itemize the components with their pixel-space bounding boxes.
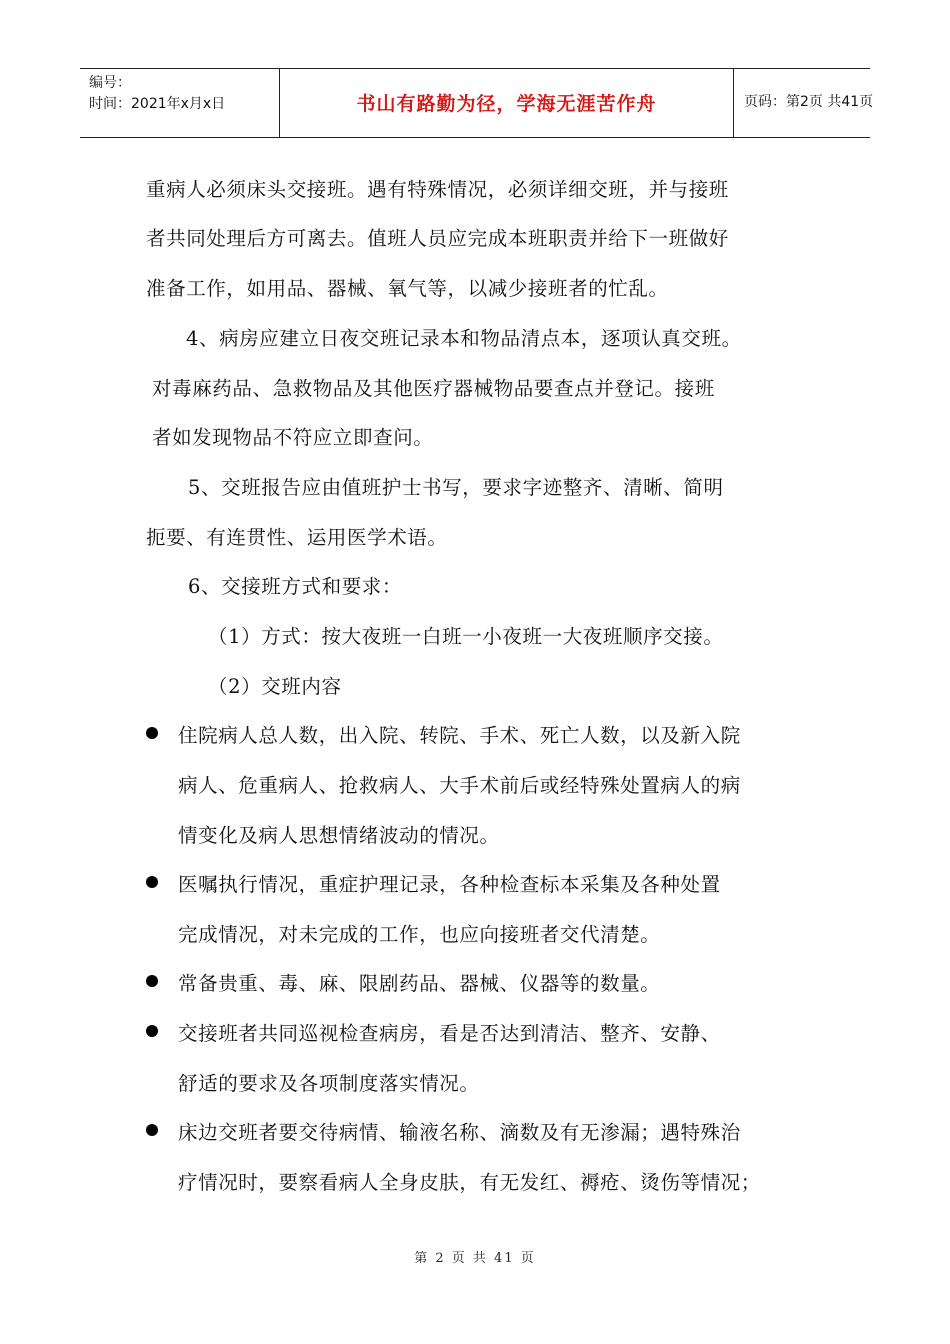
header-motto: 书山有路勤为径，学海无涯苦作舟 (356, 93, 657, 115)
bullet-dot-icon (146, 1124, 158, 1136)
header-meta-cell (80, 69, 280, 137)
header-motto-cell (280, 69, 734, 137)
paragraph-line: 扼要、有连贯性、运用医学术语。 (146, 526, 448, 549)
list-item-line: 完成情况，对未完成的工作，也应向接班者交代清楚。 (178, 923, 661, 946)
paragraph-line: 重病人必须床头交接班。遇有特殊情况，必须详细交班，并与接班 (146, 178, 729, 201)
paragraph-line: 准备工作，如用品、器械、氧气等，以减少接班者的忙乱。 (146, 277, 669, 300)
list-item-line: 床边交班者要交待病情、输液名称、滴数及有无渗漏；遇特殊治 (178, 1121, 741, 1144)
header-page-cell (734, 69, 874, 137)
paragraph-line: 者共同处理后方可离去。值班人员应完成本班职责并给下一班做好 (146, 227, 729, 250)
section-heading: 6、交接班方式和要求： (188, 575, 403, 598)
bullet-dot-icon (146, 1025, 158, 1037)
list-item-line: 常备贵重、毒、麻、限剧药品、器械、仪器等的数量。 (178, 972, 661, 995)
bullet-dot-icon (146, 876, 158, 888)
list-item-line: 交接班者共同巡视检查病房，看是否达到清洁、整齐、安静、 (178, 1022, 721, 1045)
document-header (80, 68, 874, 138)
bullet-dot-icon (146, 727, 158, 739)
paragraph-line: 5、交班报告应由值班护士书写，要求字迹整齐、清晰、简明 (188, 476, 724, 499)
subsection-line: （1）方式：按大夜班一白班一小夜班一大夜班顺序交接。 (208, 625, 724, 648)
serial-number-label: 编号： (89, 75, 131, 91)
paragraph-line: 者如发现物品不符应立即查问。 (152, 426, 434, 449)
list-item-line: 医嘱执行情况，重症护理记录，各种检查标本采集及各种处置 (178, 873, 721, 896)
list-item-line: 舒适的要求及各项制度落实情况。 (178, 1072, 480, 1095)
page-footer: 第 2 页 共 41 页 (414, 1251, 536, 1266)
list-item-line: 疗情况时，要察看病人全身皮肤，有无发红、褥疮、烫伤等情况； (178, 1171, 761, 1194)
paragraph-line: 4、病房应建立日夜交班记录本和物品清点本，逐项认真交班。 (186, 327, 742, 350)
list-item-line: 住院病人总人数，出入院、转院、手术、死亡人数，以及新入院 (178, 724, 741, 747)
date-label: 时间：2021年x月x日 (89, 96, 226, 112)
bullet-dot-icon (146, 975, 158, 987)
header-page-info: 页码：第2页 共41页 (744, 94, 874, 110)
list-item-line: 情变化及病人思想情绪波动的情况。 (178, 824, 500, 847)
list-item-line: 病人、危重病人、抢救病人、大手术前后或经特殊处置病人的病 (178, 774, 741, 797)
paragraph-line: 对毒麻药品、急救物品及其他医疗器械物品要查点并登记。接班 (152, 377, 715, 400)
subsection-heading: （2）交班内容 (208, 675, 342, 698)
